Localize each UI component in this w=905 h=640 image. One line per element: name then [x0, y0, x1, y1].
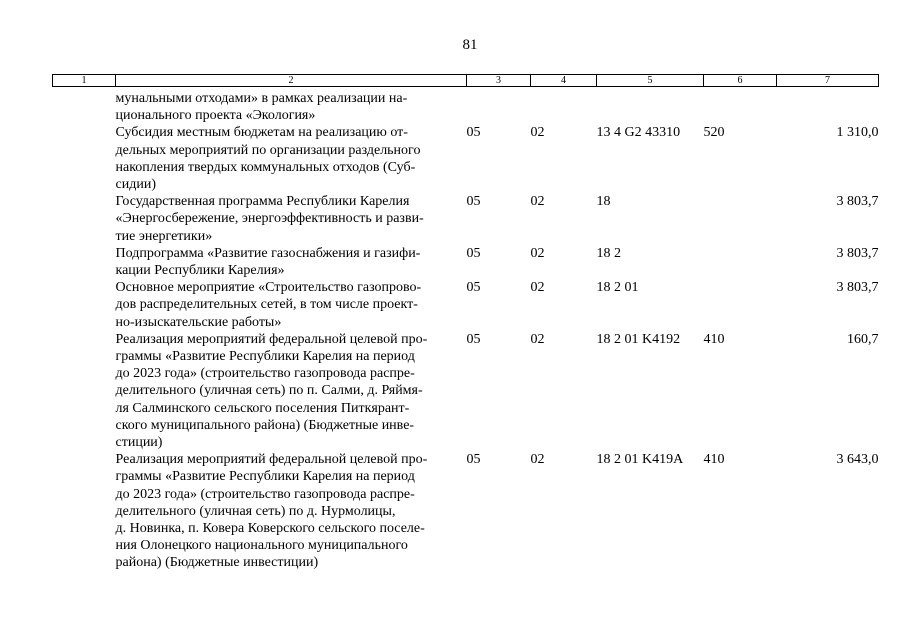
item-name-line: района) (Бюджетные инвестиции)	[115, 555, 319, 571]
table-row	[53, 193, 879, 245]
amount-cell: 3 643,0	[836, 452, 879, 468]
item-name-line: ля Салминского сельского поселения Питкярант-	[115, 400, 410, 416]
table-body	[53, 87, 879, 572]
target-article-cell	[597, 87, 704, 125]
item-name-line: Реализация мероприятий федеральной целевой про-	[115, 331, 428, 347]
item-name-line: граммы «Развитие Республики Карелия на период	[115, 469, 415, 485]
item-name-line: мунальными отходами» в рамках реализации на-	[115, 91, 408, 106]
table-row	[53, 87, 879, 125]
expense-type-cell: 520	[703, 125, 725, 141]
subsection-code-cell	[531, 87, 597, 125]
subsection-code-cell: 02	[530, 125, 545, 141]
item-name-cell	[116, 124, 467, 193]
row-number-cell	[53, 279, 116, 331]
item-name-cell	[116, 87, 467, 125]
item-name-line: кации Республики Карелия»	[115, 263, 285, 279]
item-name-cell	[116, 193, 467, 245]
item-name-line: Субсидия местным бюджетам на реализацию от-	[115, 125, 408, 141]
target-article-cell: 13 4 G2 43310	[596, 125, 681, 141]
item-name-line: д. Новинка, п. Ковера Коверского сельского поселе-	[115, 521, 425, 537]
target-article-cell: 18	[596, 194, 611, 210]
item-name-line: дельных мероприятий по организации раздельного	[115, 142, 421, 158]
section-code-cell	[467, 87, 531, 125]
subsection-code-cell: 02	[530, 331, 545, 347]
column-number: 7	[777, 75, 879, 87]
row-number-cell	[53, 193, 116, 245]
item-name-cell	[116, 245, 467, 279]
table-row	[53, 124, 879, 193]
table-header	[53, 75, 879, 87]
expense-type-cell	[704, 245, 777, 279]
target-article-cell: 18 2 01	[596, 280, 639, 296]
row-number-cell	[53, 451, 116, 571]
item-name-line: стиции)	[115, 435, 163, 451]
item-name-line: но-изыскательские работы»	[115, 314, 282, 330]
section-code-cell: 05	[466, 125, 481, 141]
item-name-line: сидии)	[115, 177, 156, 193]
item-name-line: ния Олонецкого национального муниципального	[115, 538, 408, 554]
section-code-cell: 05	[466, 452, 481, 468]
target-article-cell: 18 2 01 K4192	[596, 331, 681, 347]
item-name-cell	[116, 279, 467, 331]
item-name-line: до 2023 года» (строительство газопровода распре-	[115, 366, 415, 382]
column-number: 2	[116, 75, 467, 87]
column-number-row	[53, 75, 879, 87]
item-name-line: дов распределительных сетей, в том числе проект-	[115, 297, 418, 313]
amount-cell: 160,7	[847, 331, 879, 347]
item-name-line: до 2023 года» (строительство газопровода распре-	[115, 486, 415, 502]
item-name-line: делительного (уличная сеть) по п. Салми, д. Ряймя-	[115, 383, 423, 399]
amount-cell: 3 803,7	[836, 280, 879, 296]
column-number: 5	[597, 75, 704, 87]
section-code-cell: 05	[466, 280, 481, 296]
table-row	[53, 279, 879, 331]
subsection-code-cell: 02	[530, 245, 545, 261]
table-row	[53, 245, 879, 279]
row-number-cell	[53, 245, 116, 279]
expense-type-cell	[704, 87, 777, 125]
subsection-code-cell: 02	[530, 280, 545, 296]
subsection-code-cell: 02	[530, 194, 545, 210]
page-number: 81	[462, 37, 478, 53]
amount-cell: 3 803,7	[836, 194, 879, 210]
column-number: 4	[531, 75, 597, 87]
row-number-cell	[53, 331, 116, 451]
item-name-line: Государственная программа Республики Карелия	[115, 194, 410, 210]
row-number-cell	[53, 124, 116, 193]
column-number: 6	[704, 75, 777, 87]
table-row	[53, 331, 879, 451]
section-code-cell: 05	[466, 331, 481, 347]
item-name-line: делительного (уличная сеть) по д. Нурмолицы,	[115, 503, 396, 519]
item-name-line: Реализация мероприятий федеральной целевой про-	[115, 452, 428, 468]
section-code-cell: 05	[466, 194, 481, 210]
amount-cell: 3 803,7	[836, 245, 879, 261]
item-name-line: тие энергетики»	[115, 228, 213, 244]
item-name-line: ционального проекта «Экология»	[115, 108, 316, 124]
budget-table	[52, 74, 879, 572]
amount-cell: 1 310,0	[836, 125, 879, 141]
table-row	[53, 451, 879, 571]
item-name-cell	[116, 451, 467, 571]
expense-type-cell	[704, 193, 777, 245]
column-number: 3	[467, 75, 531, 87]
target-article-cell: 18 2 01 K419A	[596, 452, 684, 468]
item-name-line: накопления твердых коммунальных отходов (Суб-	[115, 159, 416, 175]
column-number: 1	[53, 75, 116, 87]
expense-type-cell	[704, 279, 777, 331]
row-number-cell	[53, 87, 116, 125]
item-name-line: ского муниципального района) (Бюджетные инве-	[115, 417, 415, 433]
item-name-line: Подпрограмма «Развитие газоснабжения и газифи-	[115, 245, 421, 261]
subsection-code-cell: 02	[530, 452, 545, 468]
item-name-line: Основное мероприятие «Строительство газопрово-	[115, 280, 422, 296]
item-name-line: «Энергосбережение, энергоэффективность и разви-	[115, 211, 424, 227]
amount-cell	[777, 87, 879, 125]
expense-type-cell: 410	[703, 331, 725, 347]
expense-type-cell: 410	[703, 452, 725, 468]
target-article-cell: 18 2	[596, 245, 621, 261]
section-code-cell: 05	[466, 245, 481, 261]
item-name-line: граммы «Развитие Республики Карелия на период	[115, 349, 415, 365]
item-name-cell	[116, 331, 467, 451]
